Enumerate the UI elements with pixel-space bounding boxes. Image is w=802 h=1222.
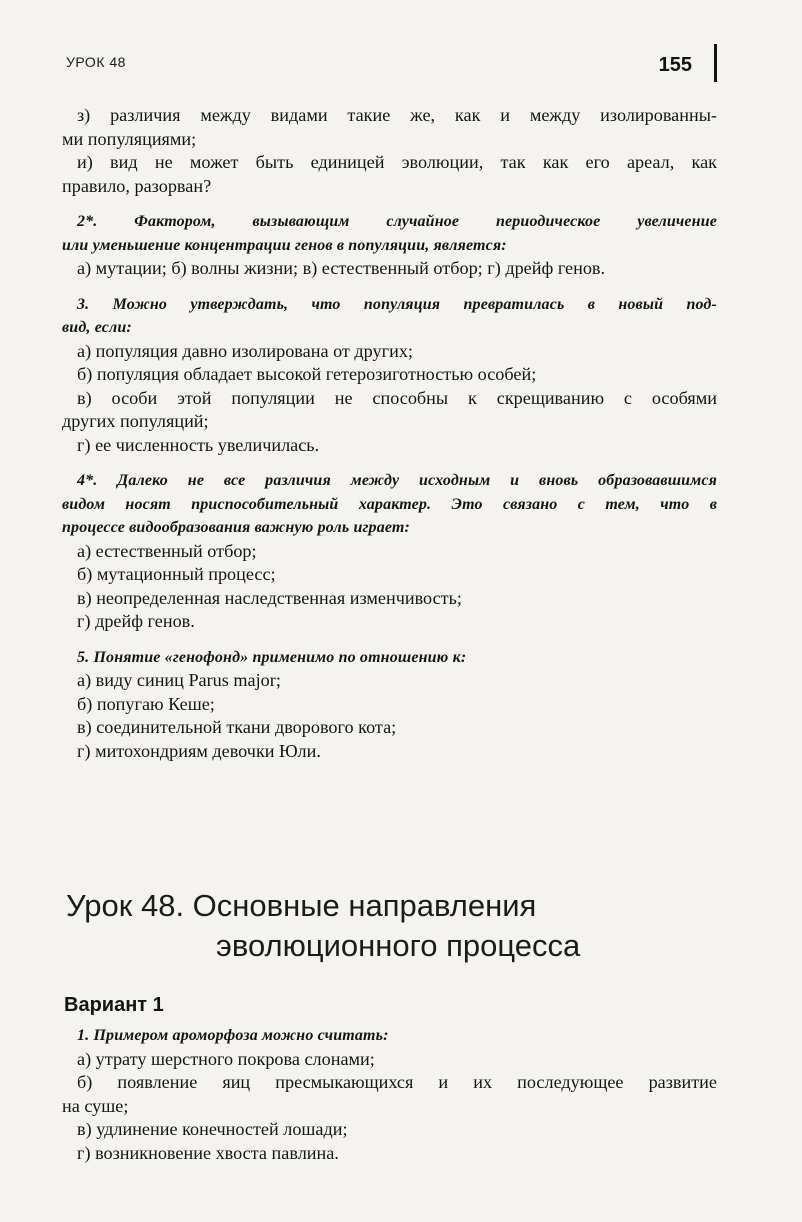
question-2-answer: а) мутации; б) волны жизни; в) естественный отбор; г) дрейф генов. (77, 258, 606, 278)
question-4-text: видом носят приспособительный характер. Это связано с тем, что в (62, 495, 717, 513)
question-4-answer: б) мутационный процесс; (77, 564, 276, 584)
question-5-answer: а) виду синиц Parus major; (77, 670, 281, 690)
variant-question-1-answer: г) возникновение хвоста павлина. (77, 1142, 339, 1163)
page-number-rule (714, 44, 717, 82)
question-3-text: вид, если: (62, 319, 132, 336)
variant-question-1-answer: б) появление яиц пресмыкающихся и их последующее развитие (77, 1072, 717, 1092)
prev-answer-line: и) вид не может быть единицей эволюции, так как его ареал, как (77, 152, 717, 172)
question-4-answer: в) неопределенная наследственная изменчивость; (77, 587, 462, 608)
page-number: 155 (658, 54, 692, 76)
question-4-answer: г) дрейф генов. (77, 611, 195, 631)
question-2-text: 2*. Фактором, вызывающим случайное периодическое увеличение (77, 213, 717, 230)
prev-answer-line: правило, разорван? (62, 175, 212, 196)
variant-question-1-answer: а) утрату шерстного покрова слонами; (77, 1048, 375, 1069)
variant-question-1-answer: в) удлинение конечностей лошади; (77, 1119, 348, 1139)
variant-question-1-text: 1. Примером ароморфоза можно считать: (77, 1027, 389, 1044)
question-4-text: 4*. Далеко не все различия между исходным и вновь образовавшимся (77, 472, 717, 489)
prev-answer-line: ми популяциями; (62, 128, 197, 149)
variant-question-1-answer: на суше; (62, 1095, 129, 1116)
chapter-heading (66, 886, 706, 966)
chapter-title-line-1: Урок 48. Основные направления (66, 888, 537, 923)
question-2-text: или уменьшение концентрации генов в популяции, является: (62, 236, 507, 254)
question-4-text: процессе видообразования важную роль играет: (62, 519, 410, 536)
question-4-answer: а) естественный отбор; (77, 540, 257, 561)
top-section (62, 104, 717, 763)
question-3-answer: а) популяция давно изолирована от других; (77, 340, 413, 361)
question-3-answer: других популяций; (62, 411, 209, 431)
chapter-title-line-2: эволюционного процесса (216, 928, 581, 963)
question-3-answer: г) ее численность увеличилась. (77, 434, 320, 455)
question-5-text: 5. Понятие «генофонд» применимо по отношению к: (77, 648, 467, 666)
question-3-answer: б) популяция обладает высокой гетерозиготностью особей; (77, 364, 537, 384)
question-5-answer: в) соединительной ткани дворового кота; (77, 717, 397, 737)
variant-heading: Вариант 1 (64, 994, 164, 1016)
running-head: УРОК 48 (66, 54, 126, 70)
question-3-answer: в) особи этой популяции не способны к скрещиванию с особями (77, 387, 717, 408)
question-5-answer: г) митохондриям девочки Юли. (77, 740, 321, 761)
question-3-text: 3. Можно утверждать, что популяция превратилась в новый под- (77, 295, 717, 313)
variant-section (62, 1024, 717, 1165)
question-5-answer: б) попугаю Кеше; (77, 693, 215, 714)
prev-answer-line: з) различия между видами такие же, как и между изолированны- (77, 105, 717, 125)
